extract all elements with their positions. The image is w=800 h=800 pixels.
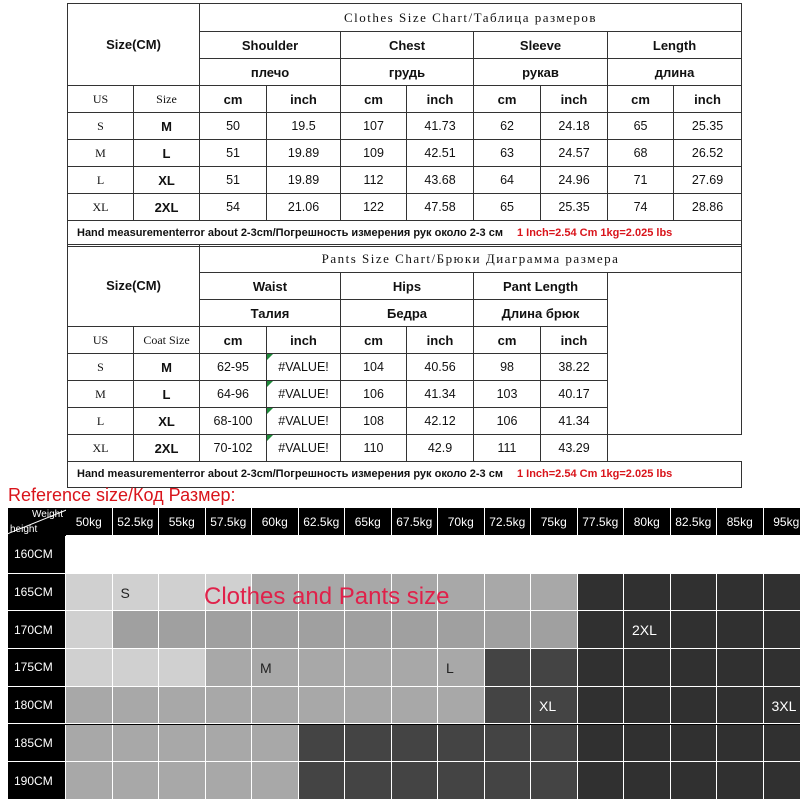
weight-column-header: 55kg <box>159 508 206 536</box>
coat-size-cell: 2XL <box>134 435 200 462</box>
table-cell: 112 <box>341 167 407 194</box>
table-row <box>68 113 742 140</box>
col-label: cm <box>341 327 407 354</box>
size-cm-header: Size(CM) <box>68 245 200 327</box>
size-grid-cell <box>717 611 764 649</box>
col-label: inch <box>674 86 742 113</box>
height-row-label: 170CM <box>8 611 66 649</box>
size-grid-cell <box>438 611 485 649</box>
size-cell: L <box>134 140 200 167</box>
col-label: inch <box>407 86 474 113</box>
weight-column-header: 67.5kg <box>392 508 439 536</box>
size-grid-cell <box>485 536 532 574</box>
table-row <box>68 435 742 462</box>
table-cell: 24.18 <box>541 113 608 140</box>
table-cell: 40.17 <box>541 381 608 408</box>
table-cell: #VALUE! <box>267 354 341 381</box>
table-cell: 21.06 <box>267 194 341 221</box>
size-grid-cell <box>578 574 625 612</box>
hips-header: Hips <box>341 273 474 300</box>
height-row-label: 185CM <box>8 725 66 763</box>
size-grid-cell <box>299 687 346 725</box>
col-label: US <box>68 86 134 113</box>
empty-block <box>608 273 742 435</box>
size-zone-label: 2XL <box>632 622 657 639</box>
table-cell: 50 <box>200 113 267 140</box>
table-cell: 25.35 <box>541 194 608 221</box>
pant-length-header: Pant Length <box>474 273 608 300</box>
size-grid-cell <box>531 574 578 612</box>
height-row-label: 175CM <box>8 649 66 687</box>
table-cell: 106 <box>474 408 541 435</box>
clothes-size-table <box>67 3 742 247</box>
chest-ru-header: грудь <box>341 59 474 86</box>
table-cell: 65 <box>474 194 541 221</box>
size-grid-cell <box>159 649 206 687</box>
size-grid-cell <box>438 725 485 763</box>
table-cell: 24.96 <box>541 167 608 194</box>
size-grid-cell <box>717 574 764 612</box>
us-size-cell: L <box>68 408 134 435</box>
size-grid-cell <box>764 649 800 687</box>
table-cell: 64-96 <box>200 381 267 408</box>
weight-height-corner <box>8 508 66 536</box>
size-grid-cell <box>624 725 671 763</box>
table-cell: 51 <box>200 140 267 167</box>
size-grid-cell <box>206 762 253 800</box>
size-grid-cell <box>159 762 206 800</box>
weight-column-header: 75kg <box>531 508 578 536</box>
size-grid-cell <box>438 762 485 800</box>
weight-column-header: 65kg <box>345 508 392 536</box>
shoulder-ru-header: плечо <box>200 59 341 86</box>
table-row <box>68 140 742 167</box>
table-cell: 68 <box>608 140 674 167</box>
table-cell: 71 <box>608 167 674 194</box>
size-grid-cell <box>392 536 439 574</box>
table-cell: 26.52 <box>674 140 742 167</box>
pants-size-table <box>67 244 742 488</box>
size-grid-cell <box>206 725 253 763</box>
size-grid-cell <box>66 649 113 687</box>
table-row <box>68 194 742 221</box>
size-grid-cell <box>671 574 718 612</box>
waist-header: Waist <box>200 273 341 300</box>
table-cell: 70-102 <box>200 435 267 462</box>
size-cell: XL <box>134 167 200 194</box>
us-size-cell: S <box>68 354 134 381</box>
col-label: cm <box>200 327 267 354</box>
size-grid-cell <box>159 536 206 574</box>
col-label: cm <box>200 86 267 113</box>
size-grid-cell <box>578 649 625 687</box>
size-grid-cell <box>66 725 113 763</box>
size-grid-cell <box>671 536 718 574</box>
table-cell: 74 <box>608 194 674 221</box>
size-grid-cell <box>578 536 625 574</box>
size-grid-cell <box>345 536 392 574</box>
col-label: inch <box>541 327 608 354</box>
table-cell: 41.34 <box>541 408 608 435</box>
table-cell: 43.29 <box>541 435 608 462</box>
size-grid-cell <box>252 649 299 687</box>
size-grid-cell <box>345 687 392 725</box>
sleeve-ru-header: рукав <box>474 59 608 86</box>
size-grid-cell <box>206 649 253 687</box>
height-row-label: 165CM <box>8 574 66 612</box>
weight-column-header: 57.5kg <box>206 508 253 536</box>
table-cell: 104 <box>341 354 407 381</box>
conversion-text: 1 Inch=2.54 Cm 1kg=2.025 lbs <box>516 227 673 239</box>
table-cell: 62 <box>474 113 541 140</box>
size-grid-cell <box>252 536 299 574</box>
size-grid-cell <box>66 687 113 725</box>
size-grid-cell <box>299 725 346 763</box>
size-grid-cell <box>66 762 113 800</box>
table-cell: 40.56 <box>407 354 474 381</box>
table-cell: 108 <box>341 408 407 435</box>
size-zone-label: L <box>446 660 454 677</box>
size-grid-cell <box>392 649 439 687</box>
table-cell: 54 <box>200 194 267 221</box>
size-grid-cell <box>485 762 532 800</box>
col-label: Coat Size <box>134 327 200 354</box>
measurement-note <box>68 221 742 247</box>
col-label: inch <box>267 86 341 113</box>
size-grid-cell <box>624 762 671 800</box>
size-grid-cell <box>624 536 671 574</box>
size-cm-header: Size(CM) <box>68 4 200 86</box>
height-row-label: 160CM <box>8 536 66 574</box>
pant-length-ru-header: Длина брюк <box>474 300 608 327</box>
coat-size-cell: M <box>134 354 200 381</box>
col-label: Size <box>134 86 200 113</box>
weight-column-header: 95kg <box>764 508 800 536</box>
size-grid-cell <box>299 611 346 649</box>
table-cell: 43.68 <box>407 167 474 194</box>
size-grid-cell <box>624 649 671 687</box>
reference-size-grid <box>8 508 800 800</box>
weight-column-header: 85kg <box>717 508 764 536</box>
table-cell: 27.69 <box>674 167 742 194</box>
size-grid-cell <box>252 611 299 649</box>
size-grid-cell <box>345 762 392 800</box>
table-cell: 106 <box>341 381 407 408</box>
size-cell: 2XL <box>134 194 200 221</box>
chest-header: Chest <box>341 32 474 59</box>
size-grid-cell <box>485 574 532 612</box>
size-grid-cell <box>764 536 800 574</box>
size-grid-cell <box>159 574 206 612</box>
measurement-note <box>68 462 742 488</box>
size-grid-cell <box>345 611 392 649</box>
height-row-label: 180CM <box>8 687 66 725</box>
weight-column-header: 50kg <box>66 508 113 536</box>
size-grid-cell <box>624 687 671 725</box>
sleeve-header: Sleeve <box>474 32 608 59</box>
size-grid-cell <box>531 649 578 687</box>
table-cell: 42.9 <box>407 435 474 462</box>
size-grid-cell <box>717 649 764 687</box>
size-grid-cell <box>485 649 532 687</box>
size-grid-cell <box>113 574 160 612</box>
size-zone-label: XL <box>539 697 557 714</box>
size-grid-cell <box>531 611 578 649</box>
waist-ru-header: Талия <box>200 300 341 327</box>
conversion-text: 1 Inch=2.54 Cm 1kg=2.025 lbs <box>516 468 673 480</box>
size-grid-cell <box>392 611 439 649</box>
table-cell: #VALUE! <box>267 381 341 408</box>
size-grid-cell <box>717 536 764 574</box>
pants-chart-title: Pants Size Chart/Брюки Диаграмма размера <box>200 245 742 273</box>
size-grid-cell <box>578 687 625 725</box>
us-size-cell: XL <box>68 435 134 462</box>
size-grid-cell <box>206 687 253 725</box>
coat-size-cell: L <box>134 381 200 408</box>
table-cell: 110 <box>341 435 407 462</box>
table-cell: 103 <box>474 381 541 408</box>
us-size-cell: M <box>68 140 134 167</box>
us-size-cell: M <box>68 381 134 408</box>
size-grid-cell <box>252 725 299 763</box>
size-grid-cell <box>206 536 253 574</box>
table-cell: 41.73 <box>407 113 474 140</box>
weight-axis-label: Weight <box>32 509 63 520</box>
size-grid-cell <box>485 611 532 649</box>
table-cell: 111 <box>474 435 541 462</box>
us-size-cell: S <box>68 113 134 140</box>
size-grid-cell <box>671 725 718 763</box>
us-size-cell: XL <box>68 194 134 221</box>
size-grid-cell <box>531 762 578 800</box>
length-ru-header: длина <box>608 59 742 86</box>
col-label: cm <box>474 327 541 354</box>
size-grid-cell <box>66 611 113 649</box>
weight-column-header: 80kg <box>624 508 671 536</box>
weight-column-header: 72.5kg <box>485 508 532 536</box>
col-label: inch <box>267 327 341 354</box>
note-text: Hand measurementerror about 2-3cm/Погрешность измерения рук около 2-3 см <box>77 468 503 480</box>
table-cell: 64 <box>474 167 541 194</box>
size-grid-cell <box>113 536 160 574</box>
size-cell: M <box>134 113 200 140</box>
size-grid-cell <box>671 687 718 725</box>
table-cell: 19.89 <box>267 167 341 194</box>
size-grid-cell <box>764 574 800 612</box>
size-zone-label: M <box>260 660 272 677</box>
size-grid-cell <box>764 725 800 763</box>
col-label: cm <box>608 86 674 113</box>
size-grid-cell <box>299 536 346 574</box>
hips-ru-header: Бедра <box>341 300 474 327</box>
size-grid-cell <box>531 536 578 574</box>
height-axis-label: height <box>10 524 38 535</box>
size-grid-cell <box>113 611 160 649</box>
weight-column-header: 52.5kg <box>113 508 160 536</box>
table-row <box>68 167 742 194</box>
size-grid-cell <box>345 725 392 763</box>
size-grid-cell <box>485 725 532 763</box>
table-cell: 25.35 <box>674 113 742 140</box>
size-grid-cell <box>671 762 718 800</box>
height-row-label: 190CM <box>8 762 66 800</box>
weight-column-header: 62.5kg <box>299 508 346 536</box>
weight-column-header: 82.5kg <box>671 508 718 536</box>
size-grid-cell <box>159 687 206 725</box>
table-cell: #VALUE! <box>267 408 341 435</box>
size-grid-cell <box>438 536 485 574</box>
col-label: inch <box>407 327 474 354</box>
size-grid-cell <box>392 687 439 725</box>
size-grid-cell <box>159 725 206 763</box>
table-cell: 19.5 <box>267 113 341 140</box>
table-cell: 63 <box>474 140 541 167</box>
col-label: US <box>68 327 134 354</box>
table-cell: 19.89 <box>267 140 341 167</box>
size-grid-cell <box>159 611 206 649</box>
table-cell: 62-95 <box>200 354 267 381</box>
size-grid-cell <box>392 725 439 763</box>
col-label: cm <box>474 86 541 113</box>
size-grid-cell <box>717 687 764 725</box>
weight-column-header: 60kg <box>252 508 299 536</box>
reference-size-title: Reference size/Код Размер: <box>8 485 236 505</box>
table-cell: 109 <box>341 140 407 167</box>
size-grid-cell <box>113 762 160 800</box>
table-cell: 42.12 <box>407 408 474 435</box>
table-cell: 122 <box>341 194 407 221</box>
table-cell: 65 <box>608 113 674 140</box>
weight-column-header: 70kg <box>438 508 485 536</box>
table-cell: 68-100 <box>200 408 267 435</box>
coat-size-cell: XL <box>134 408 200 435</box>
table-cell: 42.51 <box>407 140 474 167</box>
size-grid-cell <box>717 762 764 800</box>
us-size-cell: L <box>68 167 134 194</box>
weight-column-header: 77.5kg <box>578 508 625 536</box>
size-grid-cell <box>252 687 299 725</box>
size-grid-cell <box>578 762 625 800</box>
table-cell: 47.58 <box>407 194 474 221</box>
table-cell: 41.34 <box>407 381 474 408</box>
size-grid-cell <box>345 649 392 687</box>
size-grid-cell <box>252 762 299 800</box>
col-label: cm <box>341 86 407 113</box>
size-grid-cell <box>764 762 800 800</box>
table-cell: 107 <box>341 113 407 140</box>
size-grid-cell <box>671 649 718 687</box>
table-cell: 98 <box>474 354 541 381</box>
size-zone-label: S <box>120 584 130 601</box>
table-cell: 51 <box>200 167 267 194</box>
size-grid-cell <box>113 687 160 725</box>
size-grid-cell <box>438 649 485 687</box>
table-cell: 24.57 <box>541 140 608 167</box>
size-grid-cell <box>299 649 346 687</box>
size-grid-cell <box>578 725 625 763</box>
size-grid-cell <box>671 611 718 649</box>
size-grid-cell <box>438 687 485 725</box>
size-zone-label: 3XL <box>771 697 797 714</box>
clothes-and-pants-size-overlay: Clothes and Pants size <box>204 583 450 610</box>
size-grid-cell <box>113 725 160 763</box>
size-grid-cell <box>717 725 764 763</box>
size-grid-cell <box>206 611 253 649</box>
clothes-chart-title: Clothes Size Chart/Таблица размеров <box>200 4 742 32</box>
size-grid-cell <box>392 762 439 800</box>
table-cell: 28.86 <box>674 194 742 221</box>
size-grid-cell <box>578 611 625 649</box>
size-grid-cell <box>113 649 160 687</box>
size-grid-cell <box>531 725 578 763</box>
col-label: inch <box>541 86 608 113</box>
table-cell: 38.22 <box>541 354 608 381</box>
size-grid-cell <box>299 762 346 800</box>
length-header: Length <box>608 32 742 59</box>
size-grid-cell <box>485 687 532 725</box>
note-text: Hand measurementerror about 2-3cm/Погрешность измерения рук около 2-3 см <box>77 227 503 239</box>
size-grid-cell <box>66 574 113 612</box>
table-cell: #VALUE! <box>267 435 341 462</box>
shoulder-header: Shoulder <box>200 32 341 59</box>
size-grid-cell <box>764 611 800 649</box>
size-grid-cell <box>66 536 113 574</box>
size-grid-cell <box>624 574 671 612</box>
